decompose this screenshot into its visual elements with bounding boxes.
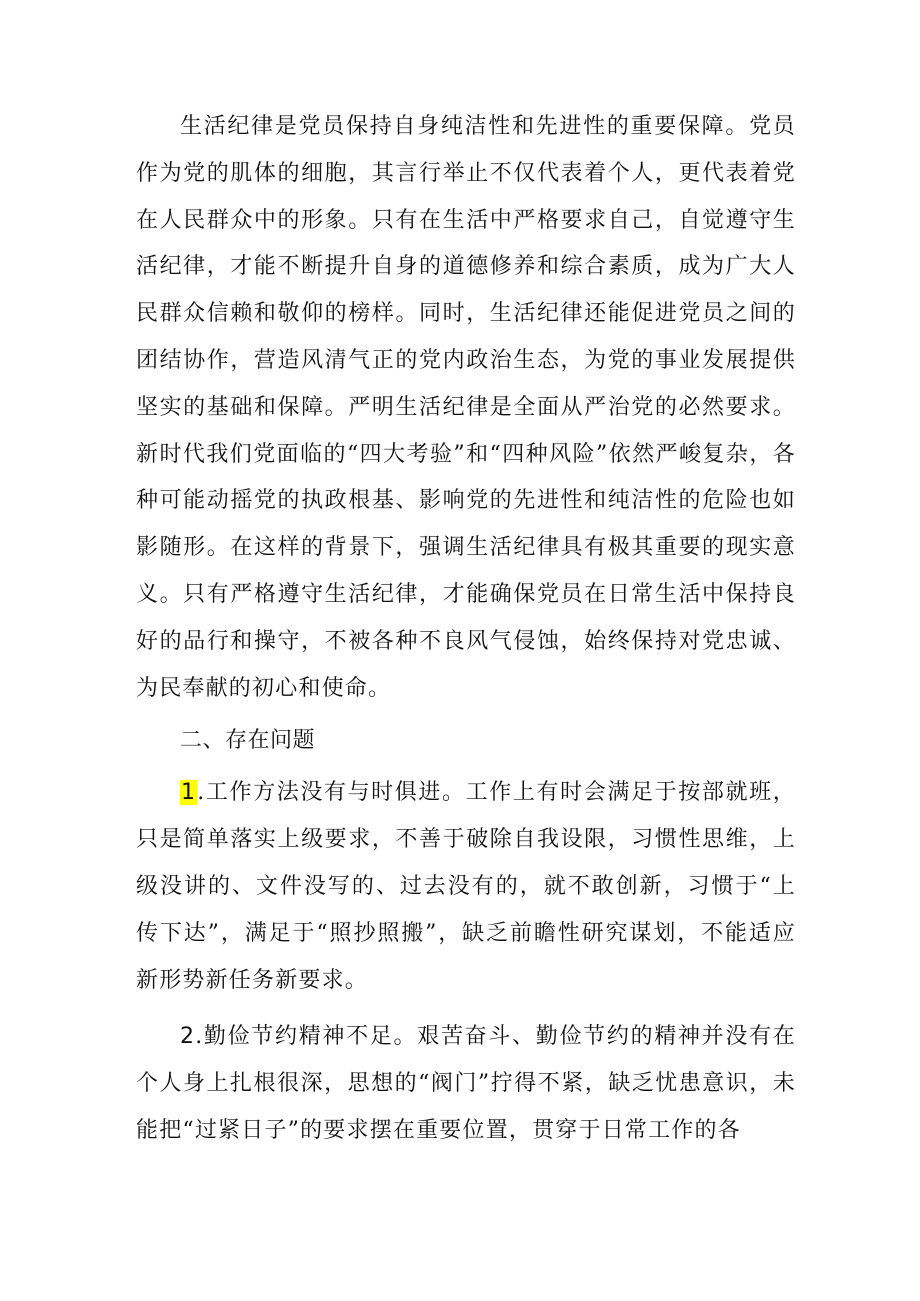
paragraph-life-discipline: 生活纪律是党员保持自身纯洁性和先进性的重要保障。党员作为党的肌体的细胞，其言行举止不仅代表着个人，更代表着党在人民群众中的形象。只有在生活中严格要求自己，自觉遵守生活纪律，才能不断提升自身的道德修养和综合素质，成为广大人民群众信赖和敬仰的榜样。同时，生活纪律还能促进党员之间的团结协作，营造风清气正的党内政治生态，为党的事业发展提供坚实的基础和保障。严明生活纪律是全面从严治党的必然要求。新时代我们党面临的“四大考验”和“四种风险”依然严峻复杂，各种可能动摇党的执政根基、影响党的先进性和纯洁性的危险也如影随形。在这样的背景下，强调生活纪律具有极其重要的现实意义。只有严格遵守生活纪律，才能确保党员在日常生活中保持良好的品行和操守，不被各种不良风气侵蚀，始终保持对党忠诚、为民奉献的初心和使命。 <box>136 114 796 701</box>
list-item-frugality-text: .勤俭节约精神不足。艰苦奋斗、勤俭节约的精神并没有在个人身上扎根很深，思想的“阀门”拧得不紧，缺乏忧患意识，未能把“过紧日子”的要求摆在重要位置，贯穿于日常工作的各 <box>136 1024 796 1143</box>
section-heading-problems: 二、存在问题 <box>180 728 316 754</box>
document-body <box>136 104 796 1155</box>
list-item-frugality <box>136 1014 796 1154</box>
list-item-work-methods <box>136 770 796 1004</box>
highlighted-item-number: 1 <box>181 780 197 806</box>
list-item-work-methods-text: .工作方法没有与时俱进。工作上有时会满足于按部就班，只是简单落实上级要求，不善于破除自我设限，习惯性思维，上级没讲的、文件没写的、过去没有的，就不敢创新，习惯于“上传下达”，满足于“照抄照搬”，缺乏前瞻性研究谋划，不能适应新形势新任务新要求。 <box>136 780 796 993</box>
item-number: 2 <box>180 1024 196 1050</box>
